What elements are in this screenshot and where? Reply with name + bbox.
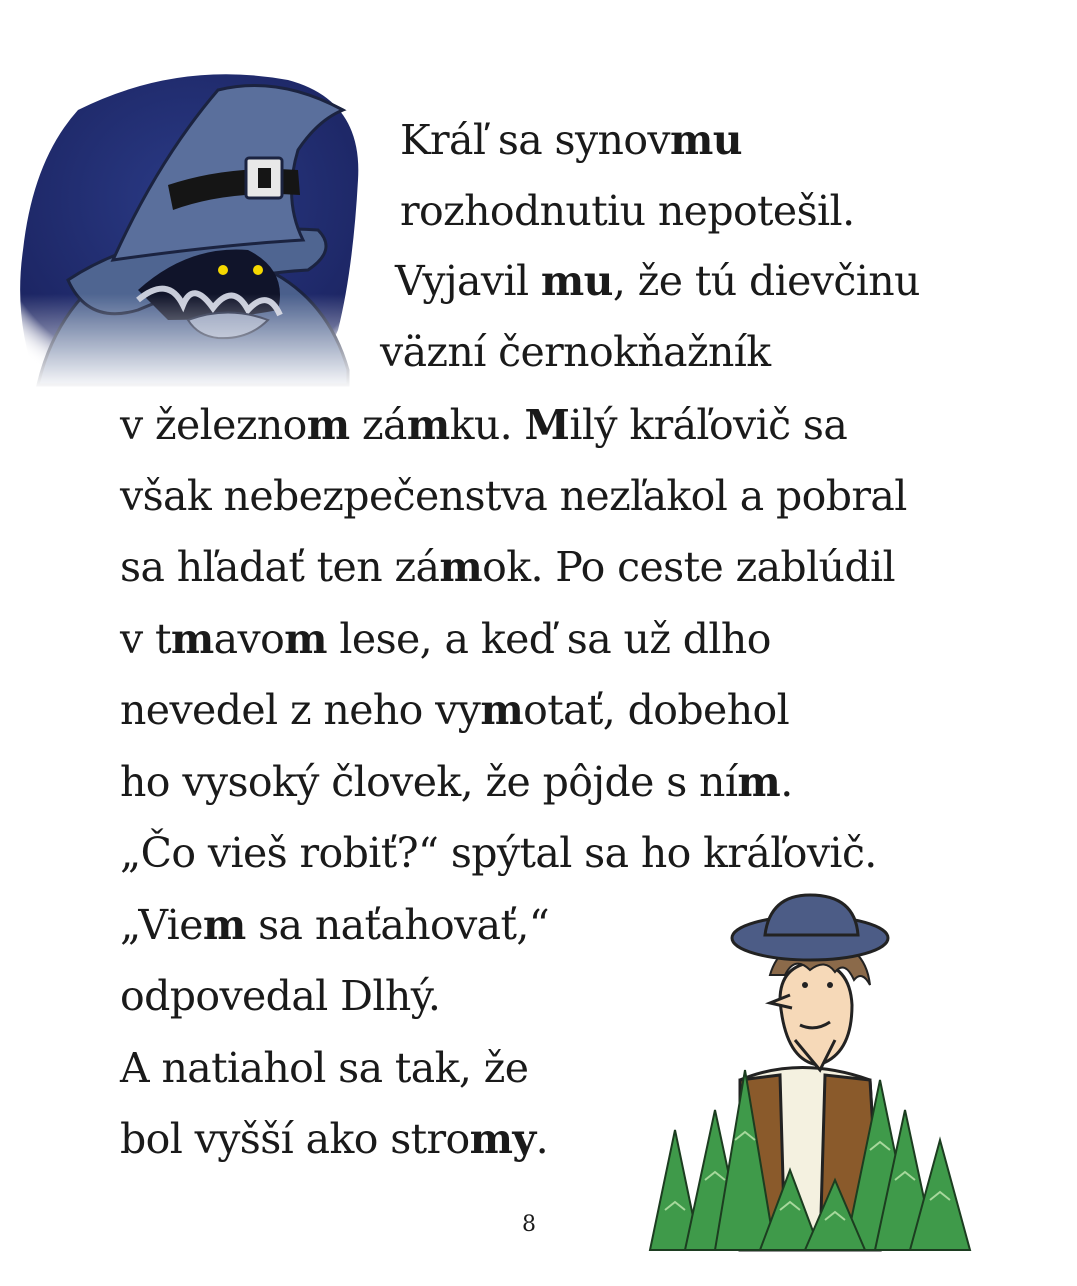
page-number: 8 — [522, 1212, 536, 1237]
text-line-5: v železnom zámku. Milý kráľovič sa — [120, 401, 848, 449]
text-line-6: však nebezpečenstva nezľakol a pobral — [120, 472, 907, 520]
text-line-8: v tmavom lese, a keď sa už dlho — [120, 615, 771, 663]
text-line-14: A natiahol sa tak, že — [120, 1044, 529, 1092]
text-line-3: Vyjavil mu, že tú dievčinu — [395, 257, 920, 305]
text-line-12: „Viem sa naťahovať,“ — [120, 901, 550, 949]
text-line-11: „Čo vieš robiť?“ spýtal sa ho kráľovič. — [120, 829, 877, 877]
text-line-2: rozhodnutiu nepotešil. — [400, 187, 855, 235]
text-line-1: Kráľ sa synovmu — [400, 116, 742, 164]
text-line-15: bol vyšší ako stromy. — [120, 1115, 549, 1163]
text-line-10: ho vysoký človek, že pôjde s ním. — [120, 758, 793, 806]
text-line-4: väzní černokňažník — [380, 328, 771, 376]
text-line-7: sa hľadať ten zámok. Po ceste zablúdil — [120, 543, 896, 591]
witch-illustration — [18, 70, 368, 390]
boy-in-trees-illustration — [630, 880, 980, 1260]
text-line-13: odpovedal Dlhý. — [120, 972, 441, 1020]
text-line-9: nevedel z neho vymotať, dobehol — [120, 686, 790, 734]
